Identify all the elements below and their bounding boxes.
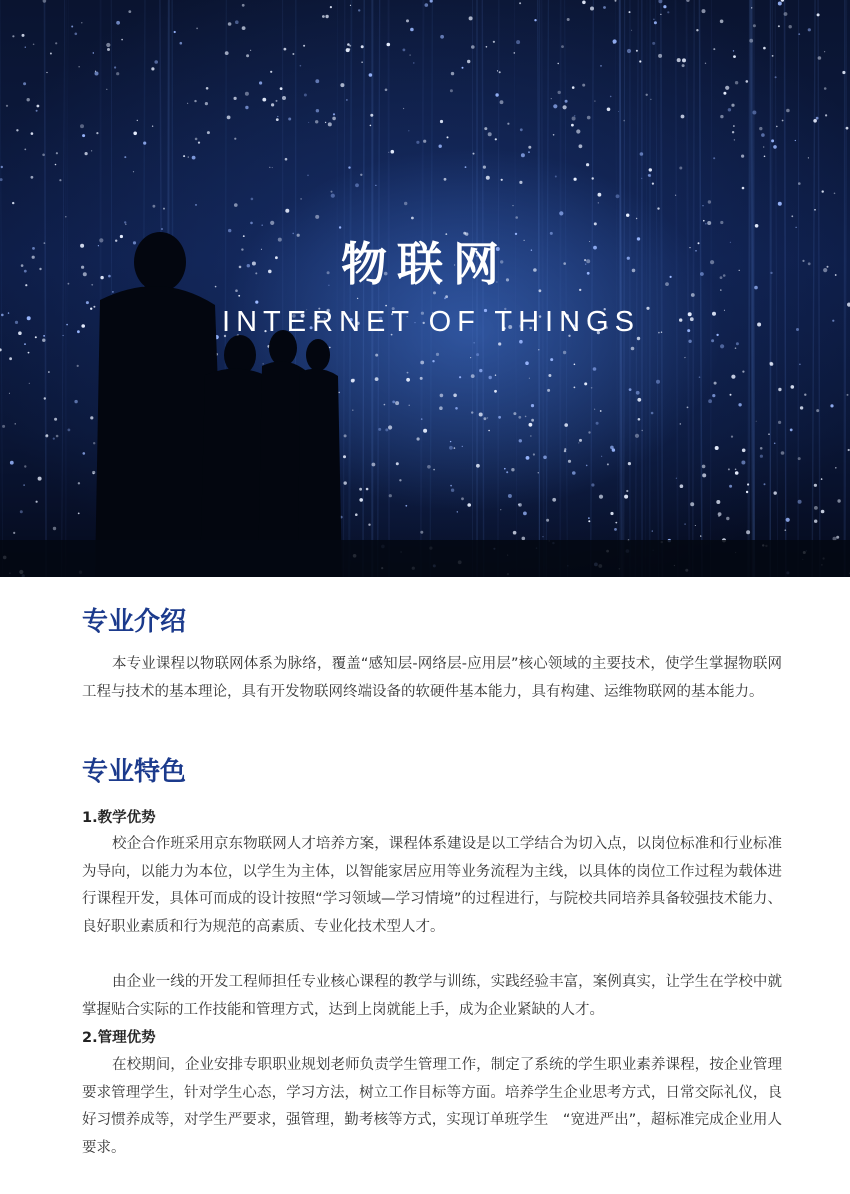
intro-paragraph: 本专业课程以物联网体系为脉络，覆盖“感知层-网络层-应用层”核心领域的主要技术，使学生掌握物联网工程与技术的基本理论，具有开发物联网终端设备的软硬件基本能力，具有构建、运维物联网的基本能力。 [82,656,782,700]
teaching-paragraph-2: 由企业一线的开发工程师担任专业核心课程的教学与训练，实践经验丰富，案例真实，让学生在学校中就掌握贴合实际的工作技能和管理方式，达到上岗就能上手，成为企业紧缺的人才。 [82,974,782,1018]
hero-subtitle: INTERNET OF THINGS [222,306,640,338]
teaching-advantage-title: 1.教学优势 [82,810,156,826]
management-advantage-title: 2.管理优势 [82,1030,156,1046]
teaching-paragraph-1: 校企合作班采用京东物联网人才培养方案，课程体系建设是以工学结合为切入点，以岗位标准和行业标准为导向，以能力为本位，以学生为主体，以智能家居应用等业务流程为主线，以具体的岗位工作过程为载体进行课程开发，具体可而成的设计按照“学习领域—学习情境”的过程进行，与院校共同培养具备较强技术能力、良好职业素质和行为规范的高素质、专业化技术型人才。 [82,836,782,935]
hero-title: 物联网 [341,237,509,291]
section-heading-features: 专业特色 [82,757,187,787]
hero-banner [0,0,850,577]
management-paragraph: 在校期间，企业安排专职职业规划老师负责学生管理工作，制定了系统的学生职业素养课程，按企业管理要求管理学生，针对学生心态，学习方法，树立工作目标等方面。培养学生企业思考方式，日常交际礼仪，良好习惯养成等，对学生严要求，强管理，勤考核等方式，实现订单班学生 “宽进严出”，超标准完成企业用人要求。 [82,1057,782,1156]
section-heading-intro: 专业介绍 [82,607,187,637]
